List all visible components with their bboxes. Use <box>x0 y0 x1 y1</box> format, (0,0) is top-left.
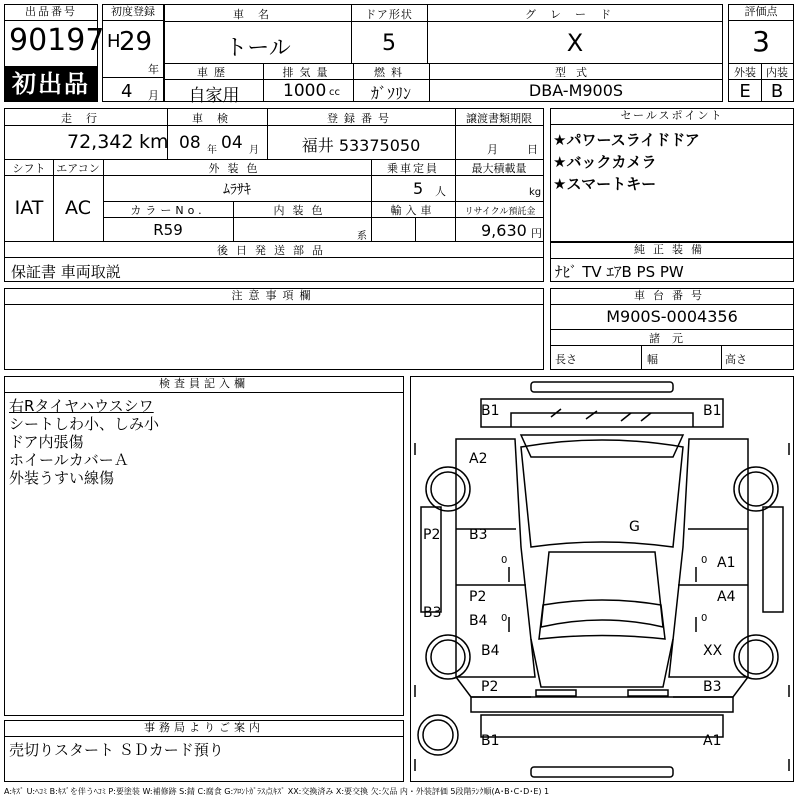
recycle-fee: 9,630 <box>481 221 527 240</box>
first-registration-box <box>102 4 164 102</box>
score-box <box>728 4 794 102</box>
year-unit: 年 <box>148 63 159 76</box>
mark-a4: A4 <box>717 589 736 605</box>
notes-box <box>4 288 544 370</box>
first-listing-badge: 初出品 <box>4 66 98 102</box>
mark-p2-left: P2 <box>423 527 441 543</box>
tail-left <box>536 690 576 696</box>
tail-right <box>628 690 668 696</box>
mark-b1-rear-left: B1 <box>481 733 500 749</box>
ac-label: エアコン <box>56 162 100 175</box>
vehicle-info-table <box>4 108 544 282</box>
legend: A:ｷｽﾞ U:ﾍｺﾐ B:ｷｽﾞを伴うﾍｺﾐ P:要塗装 W:補修跡 S:錆 C:腐食 G:ﾌﾛﾝﾄｶﾞﾗｽ点ｷｽﾞ XX:交換済み X:要交換 欠:欠品 内・外装評価 5段階ﾗﾝｸ順(A･B･C･D･E) 1 <box>4 787 550 796</box>
mark-xx: XX <box>703 643 723 659</box>
sales-points-box <box>550 108 794 242</box>
doors: 5 <box>382 31 396 56</box>
tyre-rl <box>426 635 470 679</box>
lot-number: 90197 <box>9 23 105 58</box>
recycle-label: リサイクル預託金 <box>464 207 536 217</box>
mark-g: G <box>629 519 640 535</box>
equipment-label: 純正装備 <box>551 243 793 259</box>
displacement-label: 排気量 <box>282 66 334 79</box>
model-label: 型式 <box>555 66 597 79</box>
equipment-box <box>550 242 794 282</box>
later-parts: 保証書 車両取説 <box>11 263 121 281</box>
score: 3 <box>752 25 770 58</box>
mark-zero: 0 <box>501 555 508 566</box>
color-number: R59 <box>153 221 183 239</box>
fuel: ｶﾞｿﾘﾝ <box>370 84 411 103</box>
equipment: ﾅﾋﾞ TV ｴｱB PS PW <box>555 263 684 281</box>
mark-p2-center: P2 <box>469 589 487 605</box>
rear-panel-outline <box>471 697 733 712</box>
history-label: 車歴 <box>197 66 231 79</box>
chassis-box <box>550 288 794 370</box>
mileage-label: 走行 <box>61 112 111 125</box>
mark-a1: A1 <box>717 555 736 571</box>
insp-month-unit: 月 <box>249 145 259 156</box>
load-unit: kg <box>529 187 542 198</box>
inspector-line: シートしわ小、しみ小 <box>9 415 160 433</box>
exterior-grade: E <box>739 81 751 102</box>
mark-zero: 0 <box>501 613 508 624</box>
mark-zero: 0 <box>701 613 708 624</box>
mark-a1-rear-right: A1 <box>703 733 722 749</box>
color-label: 外装色 <box>208 162 266 175</box>
cabin-mid-outline <box>541 552 663 627</box>
car-diagram-box <box>410 376 794 782</box>
rear-step-outline <box>531 767 673 777</box>
reg-number-label: 登録番号 <box>327 112 395 125</box>
inspector-line: ホイールカバーＡ <box>9 451 129 469</box>
chassis-number: M900S-0004356 <box>606 307 738 326</box>
interior-color-unit: 系 <box>357 231 367 242</box>
sales-point: ★スマートキー <box>553 175 657 193</box>
chassis-label: 車台番号 <box>551 289 793 305</box>
model: DBA-M900S <box>528 81 624 100</box>
transfer-label: 譲渡書類期限 <box>466 112 532 125</box>
shift: IAT <box>14 197 44 219</box>
reg-month: 4 <box>121 81 133 102</box>
history: 自家用 <box>188 86 240 106</box>
capacity-unit: 人 <box>435 185 446 198</box>
transfer-month-unit: 月 <box>487 143 498 156</box>
notes-label: 注意事項欄 <box>5 289 543 305</box>
car-name: トール <box>225 36 291 61</box>
inspection-label: 車検 <box>192 112 242 125</box>
mark-b4: B4 <box>481 643 500 659</box>
doors-label: ドア形状 <box>365 8 413 21</box>
left-side-panel <box>421 507 441 612</box>
mark-b3-lower: B3 <box>423 605 442 621</box>
sales-point: ★パワースライドドア <box>553 131 700 149</box>
inspector-line: ドア内張傷 <box>9 433 84 451</box>
mark-zero: 0 <box>701 555 708 566</box>
inspector-label: 検査員記入欄 <box>5 377 403 393</box>
roof-outline <box>521 440 683 547</box>
inspector-box <box>4 376 404 716</box>
spare-tyre <box>418 715 458 755</box>
length-label: 長さ <box>555 353 577 366</box>
insp-month: 04 <box>221 133 243 153</box>
rear-bumper-outline <box>481 715 723 737</box>
month-unit: 月 <box>148 89 159 102</box>
grade-label: グレード <box>525 8 625 21</box>
tyre-fr <box>734 467 778 511</box>
height-label: 高さ <box>725 353 747 366</box>
capacity-label: 乗車定員 <box>387 162 439 175</box>
lot-number-label: 出品番号 <box>5 5 97 21</box>
office-label: 事務局よりご案内 <box>5 721 403 737</box>
mark-p2-lower: P2 <box>481 679 499 695</box>
interior-label: 内装 <box>766 66 788 79</box>
mark-b4-center: B4 <box>469 613 488 629</box>
office-box <box>4 720 404 782</box>
mark-b3-left: B3 <box>469 527 488 543</box>
grade: X <box>566 29 584 57</box>
inspector-line: 外装うすい線傷 <box>9 469 115 487</box>
recycle-unit: 円 <box>531 227 542 240</box>
mileage: 72,342 <box>67 131 134 153</box>
reg-number: 福井 53375050 <box>301 136 421 155</box>
ac: AC <box>65 197 91 219</box>
specs-label: 諸元 <box>649 332 695 345</box>
first-reg-label: 初度登録 <box>103 5 163 21</box>
mark-b1-front-right: B1 <box>703 403 722 419</box>
displacement-unit: cc <box>329 87 340 98</box>
front-bumper-outline <box>531 382 673 392</box>
exterior-color: ﾑﾗｻｷ <box>223 182 251 198</box>
width-label: 幅 <box>647 353 658 366</box>
capacity: 5 <box>413 179 424 198</box>
fuel-label: 燃料 <box>374 66 408 79</box>
import-label: 輸入車 <box>390 204 436 217</box>
windshield-outline <box>521 435 683 457</box>
era: H <box>107 31 121 52</box>
sales-point: ★バックカメラ <box>553 153 657 171</box>
car-diagram <box>411 377 793 781</box>
displacement: 1000 <box>283 81 327 101</box>
interior-grade: B <box>770 81 784 102</box>
interior-color-label: 内装色 <box>273 204 331 217</box>
color-no-label: カラーNo. <box>130 204 206 217</box>
inspector-line: 右Rタイヤハウスシワ <box>9 397 154 415</box>
shift-label: シフト <box>12 162 46 175</box>
mileage-unit: km <box>139 131 169 153</box>
tyre-rr <box>734 635 778 679</box>
later-parts-label: 後日発送部品 <box>217 244 331 257</box>
load-label: 最大積載量 <box>471 162 527 175</box>
score-label: 評価点 <box>729 5 793 21</box>
exterior-label: 外装 <box>734 66 756 79</box>
mark-a2: A2 <box>469 451 488 467</box>
transfer-day-unit: 日 <box>527 143 538 156</box>
lot-number-box <box>4 4 105 68</box>
right-side-panel <box>763 507 783 612</box>
sales-points-label: セールスポイント <box>551 109 793 125</box>
car-info-box <box>164 4 723 106</box>
mark-b1-front-left: B1 <box>481 403 500 419</box>
reg-year: 29 <box>119 27 153 57</box>
insp-year-unit: 年 <box>207 145 217 156</box>
office-note: 売切りスタート ＳＤカード預り <box>9 741 224 759</box>
insp-year: 08 <box>179 133 201 153</box>
tyre-fl <box>426 467 470 511</box>
car-name-label: 車名 <box>233 8 283 21</box>
mark-b3-right: B3 <box>703 679 722 695</box>
